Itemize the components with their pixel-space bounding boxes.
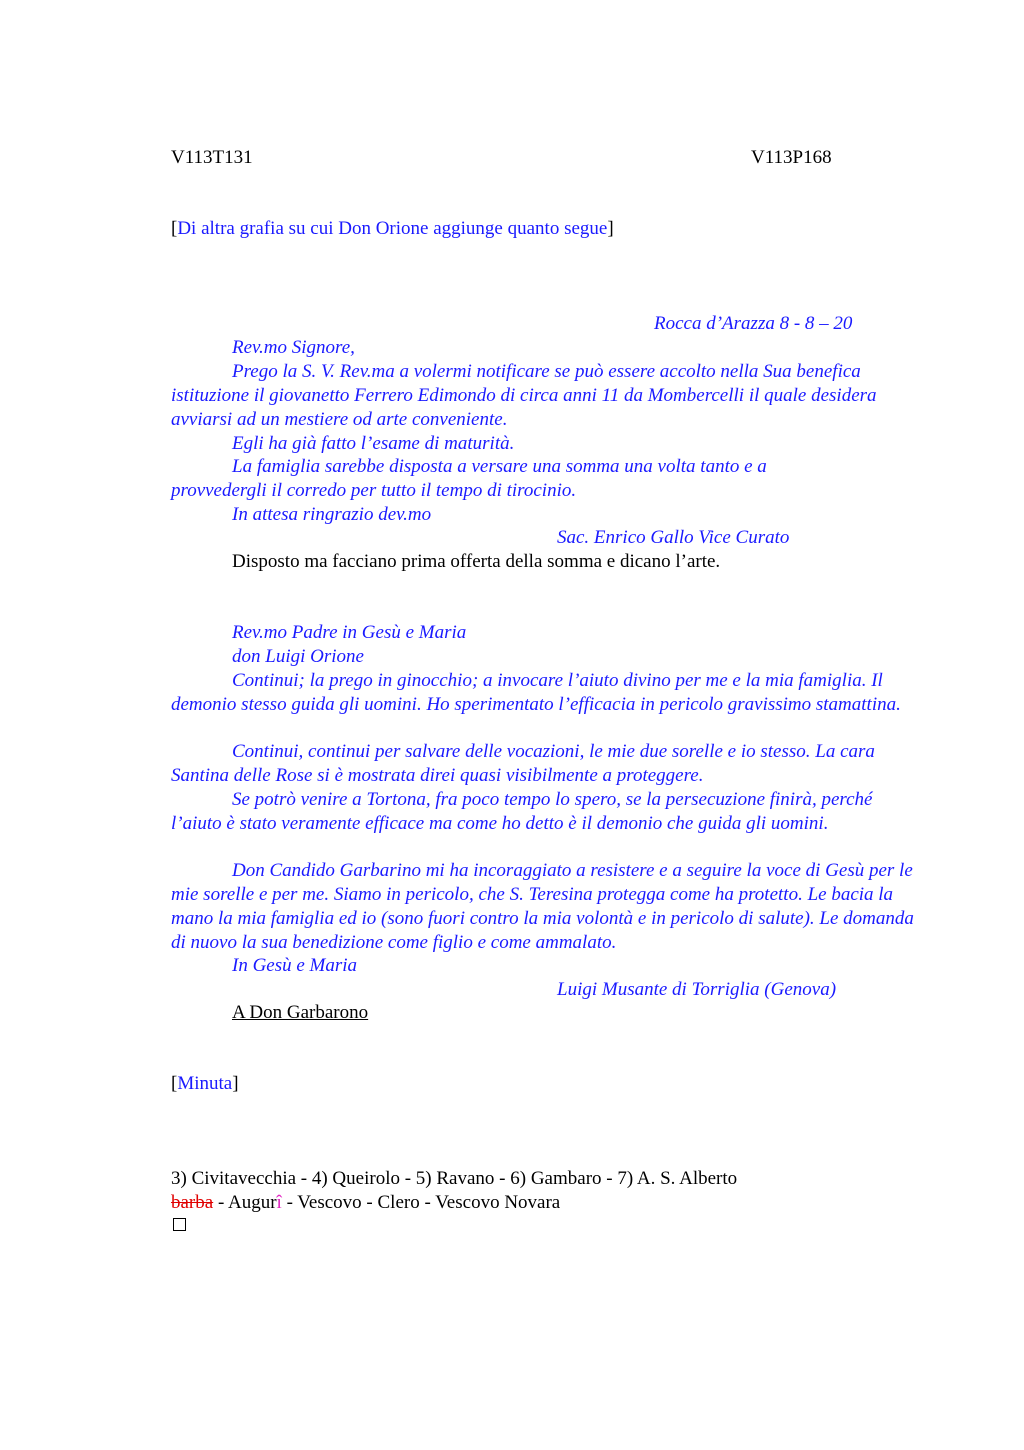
letter2-salutation-2: don Luigi Orione bbox=[232, 646, 364, 667]
letter2-paragraph-4: Don Candido Garbarino mi ha incoraggiato a resistere e a seguire la voce di Gesù per le mie sorelle e per me. Siamo in pericolo, che S. Teresina protegga come ha protetto. Le bacia la mano la mia famiglia ed io (sono fuori contro la mia volontà e in pericolo di salute). Le domanda di nuovo la sua benedizione come figlio e come ammalato. bbox=[171, 860, 914, 953]
minuta-line-1: 3) Civitavecchia - 4) Queirolo - 5) Ravano - 6) Gambaro - 7) A. S. Alberto bbox=[171, 1168, 738, 1189]
letter2-reply: A Don Garbarono bbox=[232, 1002, 369, 1023]
bracket-open: [ bbox=[171, 1073, 178, 1094]
letter2-paragraph-1: Continui; la prego in ginocchio; a invocare l’aiuto divino per me e la mia famiglia. Il demonio stesso guida gli uomini. Ho sperimentato l’efficacia in pericolo gravissimo stamattina. bbox=[171, 670, 901, 715]
struck-word: barba bbox=[171, 1192, 214, 1213]
right-code: V113P168 bbox=[751, 147, 832, 168]
letter1-paragraph-2: Egli ha già fatto l’esame di maturità. bbox=[232, 433, 515, 454]
letter2-closing: In Gesù e Maria bbox=[232, 955, 358, 976]
editorial-note bbox=[171, 217, 614, 241]
letter2-paragraph-2: Continui, continui per salvare delle vocazioni, le mie due sorelle e io stesso. La cara Santina delle Rose si è mostrata direi quasi visibilmente a proteggere. bbox=[171, 741, 875, 786]
letter1-paragraph-1: Prego la S. V. Rev.ma a volermi notificare se può essere accolto nella Sua benefica istituzione il giovanetto Ferrero Edimondo di circa anni 11 da Mombercelli il quale desidera avviarsi ad un mestiere od arte conveniente. bbox=[171, 361, 877, 430]
empty-box-icon bbox=[173, 1218, 186, 1231]
minuta-line-2-part-a: - Augur bbox=[213, 1192, 277, 1213]
letter1-signature: Sac. Enrico Gallo Vice Curato bbox=[557, 527, 790, 548]
letter1-closing: In attesa ringrazio dev.mo bbox=[232, 504, 432, 525]
left-code: V113T131 bbox=[171, 147, 253, 168]
letter2-paragraph-3: Se potrò venire a Tortona, fra poco tempo lo spero, se la persecuzione finirà, perché l’aiuto è stato veramente efficace ma come ho detto è il demonio che guida gli uomini. bbox=[171, 789, 873, 834]
letter2-signature: Luigi Musante di Torriglia (Genova) bbox=[557, 979, 837, 1000]
minuta-note bbox=[171, 1072, 239, 1096]
editorial-note-text: Di altra grafia su cui Don Orione aggiunge quanto segue bbox=[177, 218, 608, 239]
letter1-salutation: Rev.mo Signore, bbox=[232, 337, 355, 358]
bracket-close: ] bbox=[607, 218, 614, 239]
letter2-salutation-1: Rev.mo Padre in Gesù e Maria bbox=[232, 622, 467, 643]
minuta-line-2 bbox=[171, 1191, 560, 1215]
bracket-open: [ bbox=[171, 218, 178, 239]
letter1-reply: Disposto ma facciano prima offerta della somma e dicano l’arte. bbox=[232, 551, 721, 572]
accent-mark: î bbox=[276, 1192, 282, 1213]
minuta-note-text: Minuta bbox=[177, 1073, 233, 1094]
letter1-paragraph-3: La famiglia sarebbe disposta a versare una somma una volta tanto e a provvedergli il corredo per tutto il tempo di tirocinio. bbox=[171, 456, 767, 501]
bracket-close: ] bbox=[232, 1073, 239, 1094]
letter1-place-date: Rocca d’Arazza 8 - 8 – 20 bbox=[654, 313, 853, 334]
minuta-line-2-part-b: - Vescovo - Clero - Vescovo Novara bbox=[281, 1192, 561, 1213]
